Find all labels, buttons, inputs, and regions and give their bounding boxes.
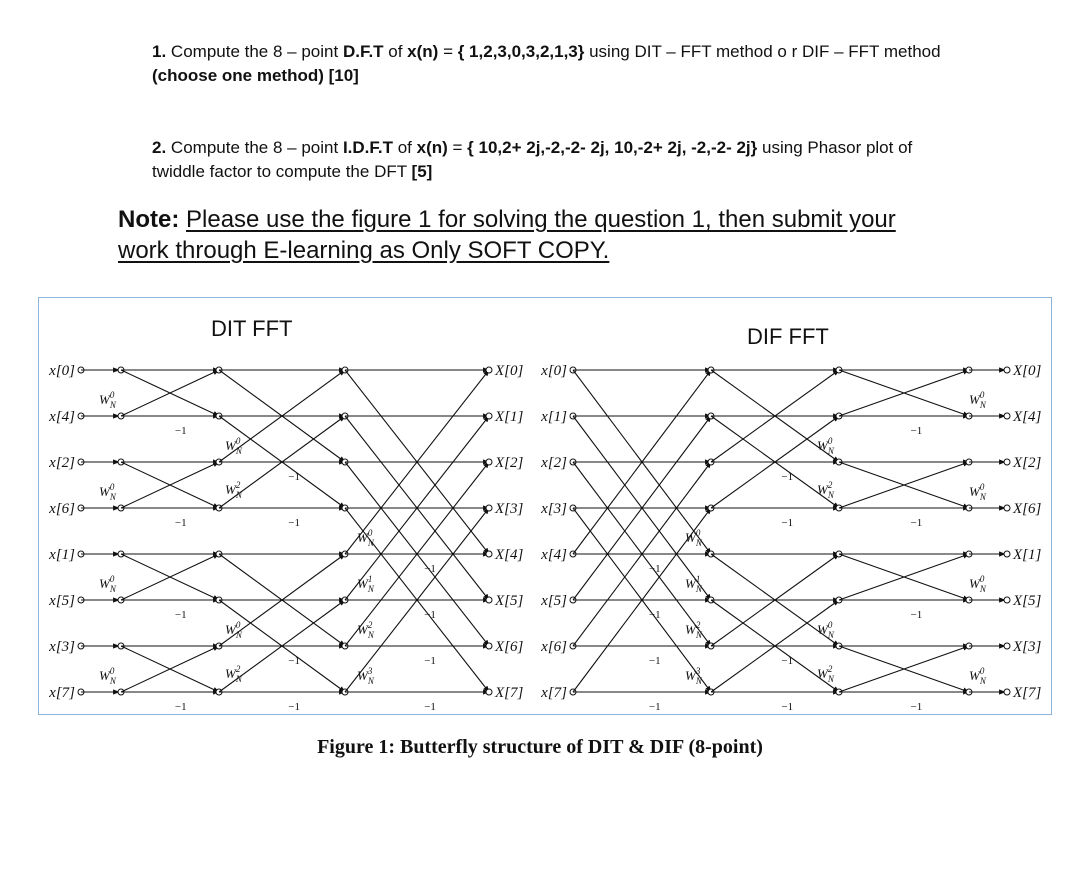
dif-stage1-twiddle-label: $W_N1$ (685, 574, 702, 594)
question-2-eq: = (447, 138, 468, 157)
question-2-marks: [5] (411, 162, 433, 181)
dif-output-node (1004, 505, 1010, 511)
dit-stage3-minus-one-label: −1 (424, 563, 436, 575)
dit-output-label: X[1] (495, 409, 524, 425)
dit-stage1-minus-one-label: −1 (174, 701, 187, 713)
dif-input-label: x[1] (541, 409, 567, 425)
question-1-xn: x(n) (407, 42, 439, 61)
dif-output-label: X[4] (1013, 409, 1042, 425)
dit-stage3-node (486, 689, 492, 695)
dif-input-label: x[3] (541, 501, 567, 517)
question-1 (152, 40, 952, 88)
dit-input-label: x[3] (49, 639, 75, 655)
dit-output-label: X[5] (495, 593, 524, 609)
dif-output-label: X[6] (1013, 501, 1042, 517)
dif-stage3-minus-one-label: −1 (910, 425, 923, 437)
dif-output-label: X[0] (1013, 363, 1042, 379)
dif-input-label: x[6] (541, 639, 567, 655)
dif-stage2-minus-one-label: −1 (781, 517, 794, 529)
dit-stage3-node (486, 551, 492, 557)
dif-stage3-twiddle-label: $W_N0$ (969, 482, 986, 502)
dif-output-label: X[3] (1013, 639, 1042, 655)
question-1-of: of (383, 42, 408, 61)
dif-stage2-twiddle-label: $W_N2$ (817, 480, 834, 500)
dit-input-label: x[5] (49, 593, 75, 609)
dit-stage3-twiddle-label: $W_N0$ (357, 528, 374, 548)
note-text: Please use the figure 1 for solving the question 1, then submit your work through E-learning as Only SOFT COPY. (118, 206, 896, 264)
dit-stage2-minus-one-label: −1 (288, 655, 301, 667)
dit-output-label: X[4] (495, 547, 524, 563)
dif-stage3-twiddle-label: $W_N0$ (969, 390, 986, 410)
dif-output-node (1004, 643, 1010, 649)
dif-stage1-twiddle-label: $W_N0$ (685, 528, 702, 548)
dif-stage3-minus-one-label: −1 (910, 609, 923, 621)
note (118, 204, 938, 266)
dit-input-label: x[1] (49, 547, 75, 563)
dit-stage2-twiddle-label: $W_N2$ (225, 664, 242, 684)
dit-stage3-node (486, 367, 492, 373)
dif-stage2-twiddle-label: $W_N2$ (817, 664, 834, 684)
dit-stage3-node (486, 459, 492, 465)
dit-stage2-twiddle-label: $W_N2$ (225, 480, 242, 500)
question-2-rest: using Phasor plot of twiddle factor to compute the DFT (152, 138, 913, 181)
dif-stage1-minus-one-label: −1 (648, 701, 661, 713)
dit-output-label: X[6] (495, 639, 524, 655)
dif-output-node (1004, 551, 1010, 557)
dit-stage3-node (486, 643, 492, 649)
dit-input-label: x[2] (49, 455, 75, 471)
dif-stage2-minus-one-label: −1 (781, 701, 794, 713)
dit-stage2-minus-one-label: −1 (288, 471, 301, 483)
dit-input-label: x[7] (49, 685, 75, 701)
butterfly-figure (38, 297, 1052, 715)
dit-input-label: x[6] (49, 501, 75, 517)
dit-stage3-minus-one-label: −1 (424, 655, 436, 667)
question-1-dft: D.F.T (342, 42, 384, 61)
dit-stage1-minus-one-label: −1 (174, 425, 187, 437)
dit-stage1-twiddle-label: $W_N0$ (99, 574, 116, 594)
dit-stage3-minus-one-label: −1 (424, 701, 436, 713)
dif-output-label: X[5] (1013, 593, 1042, 609)
figure-caption: Figure 1: Butterfly structure of DIT & DIF (8-point) (317, 736, 763, 758)
dif-stage3-twiddle-label: $W_N0$ (969, 666, 986, 686)
dit-stage3-twiddle-label: $W_N3$ (357, 666, 374, 686)
dit-stage2-minus-one-label: −1 (288, 701, 301, 713)
dif-output-node (1004, 367, 1010, 373)
dif-stage3-minus-one-label: −1 (910, 701, 923, 713)
dif-stage1-twiddle-label: $W_N2$ (685, 620, 702, 640)
question-2-of: of (393, 138, 417, 157)
dif-input-label: x[7] (541, 685, 567, 701)
dit-output-label: X[0] (495, 363, 524, 379)
dif-stage3-minus-one-label: −1 (910, 517, 923, 529)
dif-stage1-twiddle-label: $W_N3$ (685, 666, 702, 686)
question-1-eq: = (438, 42, 458, 61)
dit-stage1-twiddle-label: $W_N0$ (99, 666, 116, 686)
dit-stage2-minus-one-label: −1 (288, 517, 301, 529)
question-1-number: 1. (152, 42, 167, 61)
question-1-choose: (choose one method) [10] (152, 66, 359, 85)
dif-output-node (1004, 689, 1010, 695)
question-2 (152, 136, 952, 184)
dit-stage1-twiddle-label: $W_N0$ (99, 390, 116, 410)
dif-stage2-twiddle-label: $W_N0$ (817, 620, 834, 640)
question-2-xn: x(n) (416, 138, 448, 157)
dif-stage2-minus-one-label: −1 (781, 471, 794, 483)
dit-stage3-node (486, 597, 492, 603)
note-label: Note: (118, 206, 180, 233)
question-1-sequence: { 1,2,3,0,3,2,1,3} (457, 42, 585, 61)
dif-output-label: X[2] (1013, 455, 1042, 471)
dit-stage1-twiddle-label: $W_N0$ (99, 482, 116, 502)
question-2-number: 2. (152, 138, 167, 157)
dif-stage3-twiddle-label: $W_N0$ (969, 574, 986, 594)
dif-stage2-minus-one-label: −1 (781, 655, 794, 667)
dif-fft-title: DIF FFT (747, 324, 829, 349)
dit-stage1-minus-one-label: −1 (174, 517, 187, 529)
dif-output-label: X[7] (1013, 685, 1042, 701)
dif-output-node (1004, 459, 1010, 465)
question-1-prefix: Compute the 8 – point (170, 42, 343, 61)
dit-fft-title: DIT FFT (211, 316, 293, 341)
dif-stage1-minus-one-label: −1 (648, 609, 661, 621)
dit-stage1-minus-one-label: −1 (174, 609, 187, 621)
dit-output-label: X[7] (495, 685, 524, 701)
dif-input-label: x[4] (541, 547, 567, 563)
dif-input-label: x[0] (541, 363, 567, 379)
dif-stage1-minus-one-label: −1 (648, 563, 661, 575)
question-2-prefix: Compute the 8 – point (170, 138, 343, 157)
dit-stage2-twiddle-label: $W_N0$ (225, 436, 242, 456)
dit-input-label: x[0] (49, 363, 75, 379)
dit-stage3-node (486, 505, 492, 511)
dit-stage2-twiddle-label: $W_N0$ (225, 620, 242, 640)
butterfly-diagram (39, 298, 1051, 714)
question-2-idft: I.D.F.T (342, 138, 393, 157)
dif-input-label: x[5] (541, 593, 567, 609)
dif-output-node (1004, 413, 1010, 419)
dif-output-label: X[1] (1013, 547, 1042, 563)
question-2-sequence: { 10,2+ 2j,-2,-2- 2j, 10,-2+ 2j, -2,-2- 2j} (467, 138, 758, 157)
dit-stage3-node (486, 413, 492, 419)
dif-stage2-twiddle-label: $W_N0$ (817, 436, 834, 456)
dif-output-node (1004, 597, 1010, 603)
dit-stage3-minus-one-label: −1 (424, 609, 436, 621)
dit-input-label: x[4] (49, 409, 75, 425)
dit-stage3-twiddle-label: $W_N1$ (357, 574, 374, 594)
dit-output-label: X[2] (495, 455, 524, 471)
dif-input-label: x[2] (541, 455, 567, 471)
dif-stage1-minus-one-label: −1 (648, 655, 661, 667)
question-1-using: using DIT – FFT method o r DIF – FFT method (584, 42, 941, 61)
dit-output-label: X[3] (495, 501, 524, 517)
dit-stage3-twiddle-label: $W_N2$ (357, 620, 374, 640)
